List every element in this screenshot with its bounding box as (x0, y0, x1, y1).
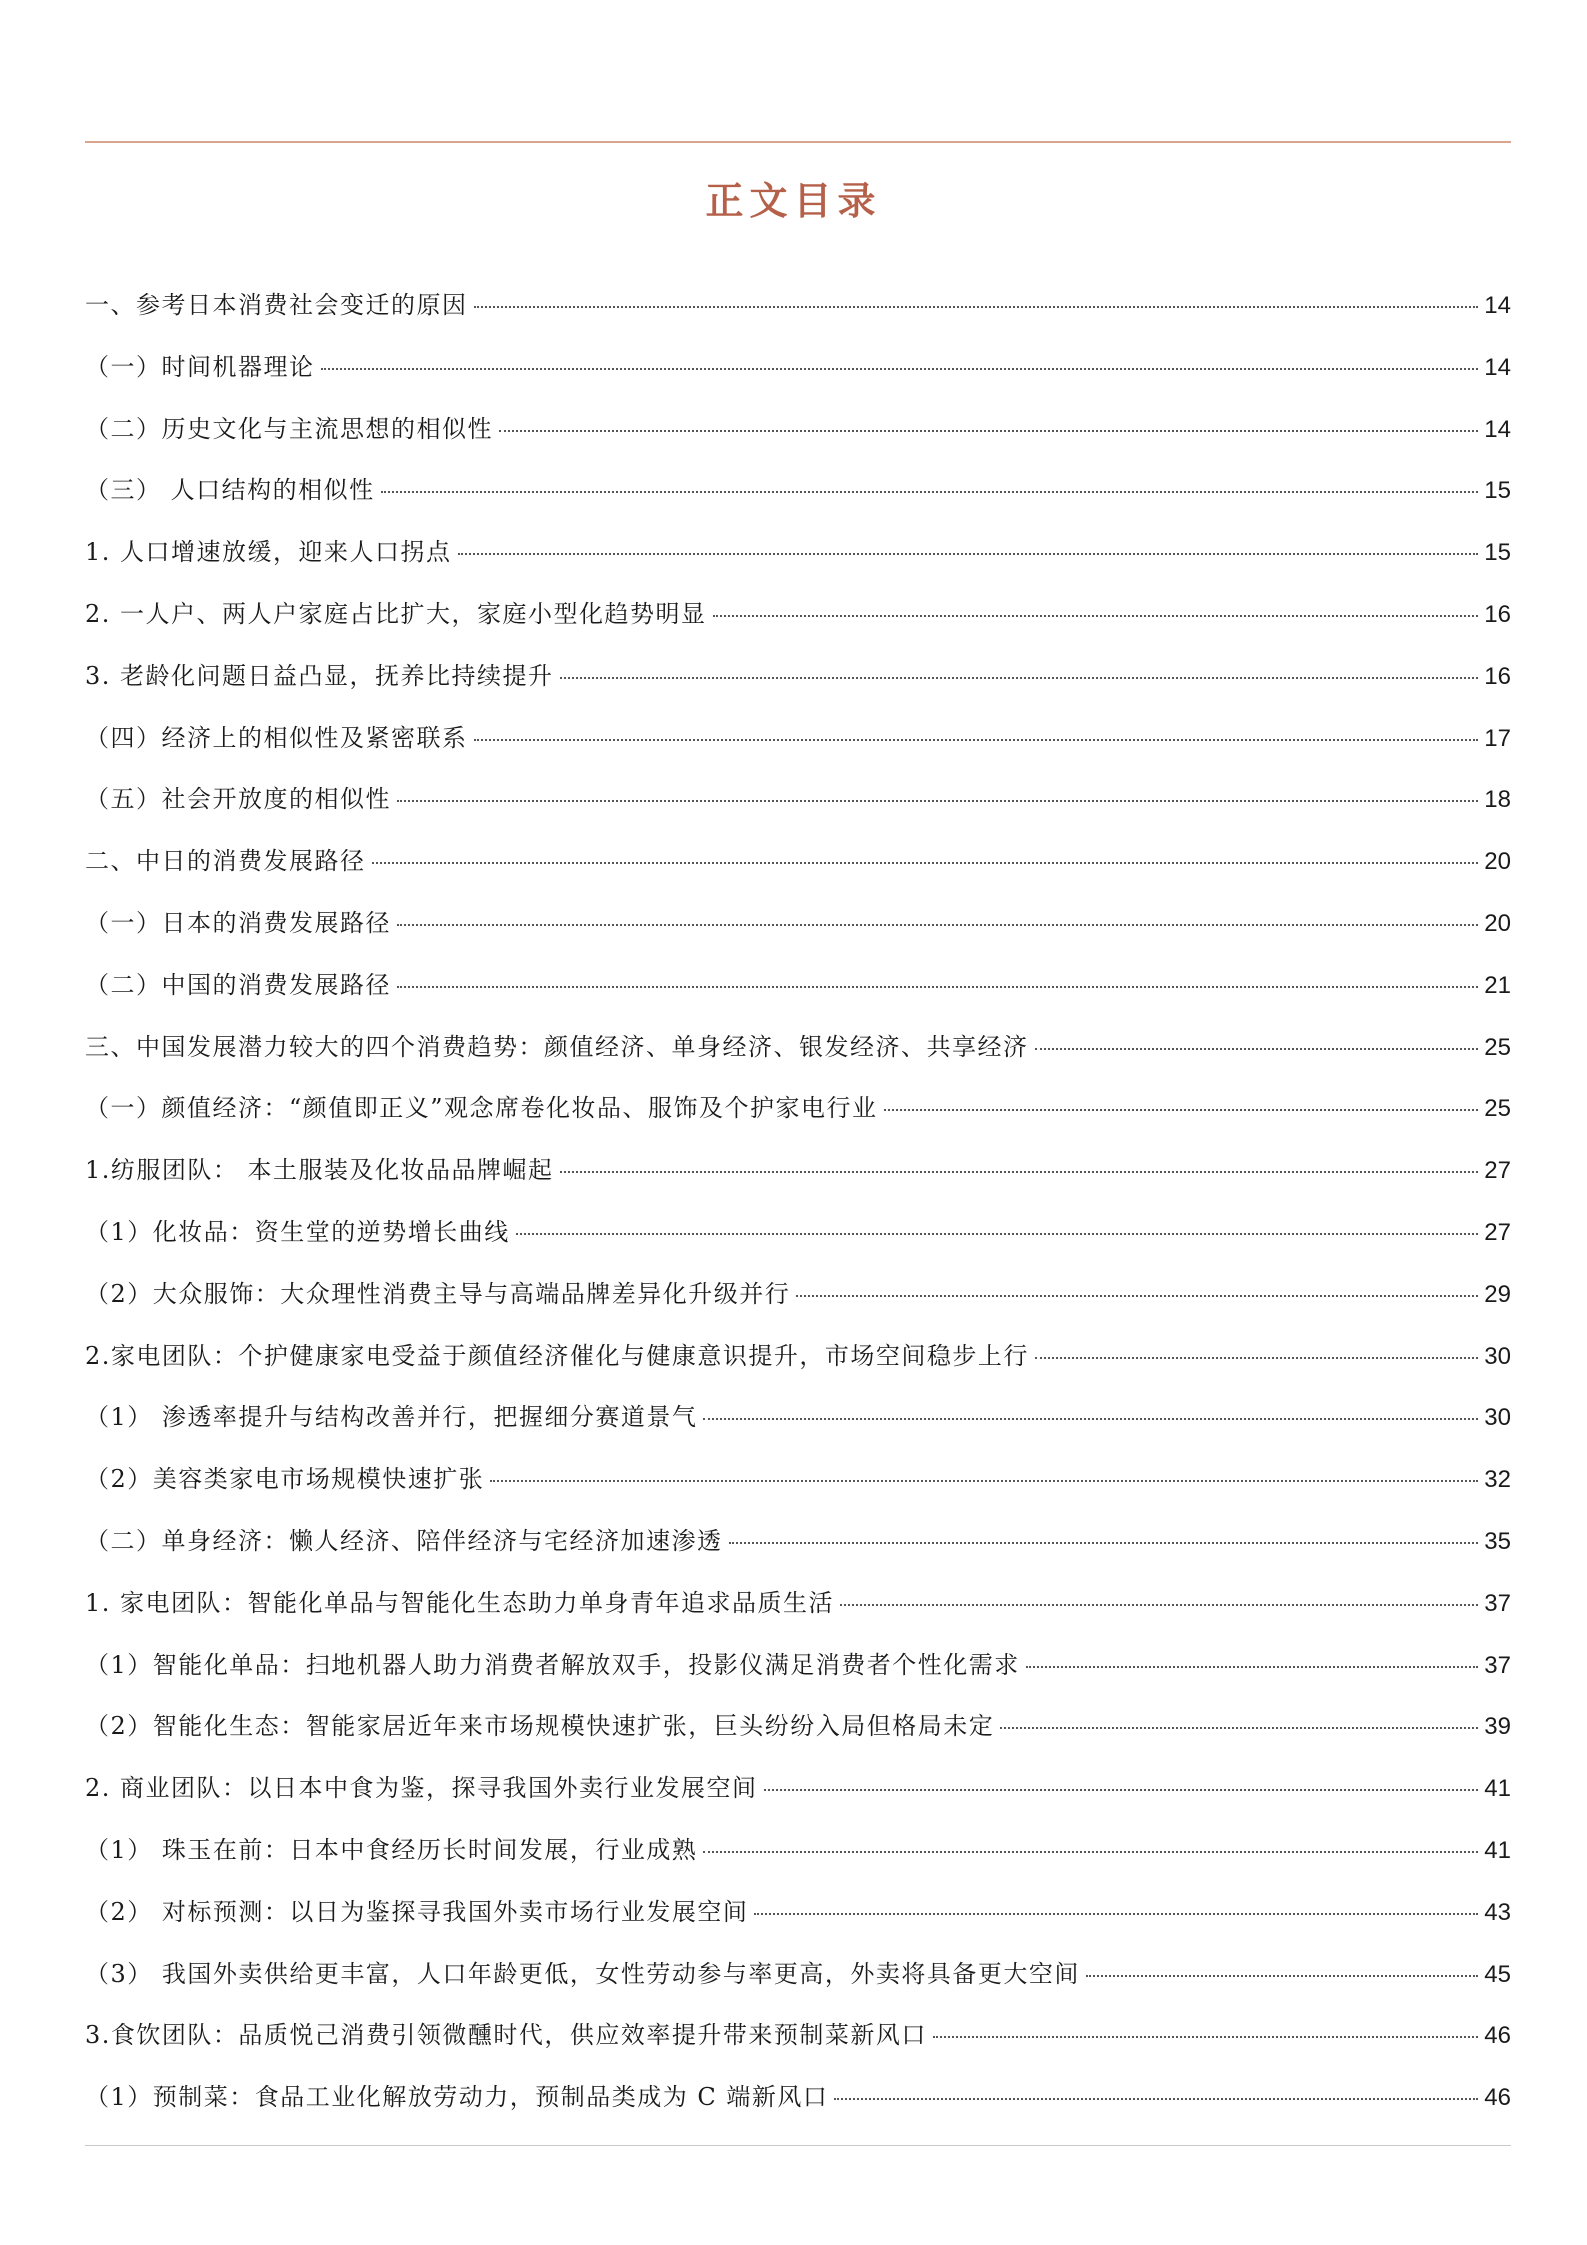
toc-leader-dots (560, 1171, 1479, 1173)
toc-entry[interactable] (85, 1397, 1511, 1459)
toc-entry-page-number: 27 (1484, 1157, 1511, 1185)
toc-entry-label: 3. 老龄化问题日益凸显，抚养比持续提升 (85, 661, 554, 690)
toc-entry-label: （1）预制菜：食品工业化解放劳动力，预制品类成为 C 端新风口 (85, 2083, 829, 2112)
toc-entry[interactable] (85, 841, 1511, 903)
toc-leader-dots (458, 553, 1479, 555)
header-rule (85, 141, 1511, 143)
toc-entry-label: （四）经济上的相似性及紧密联系 (85, 723, 468, 752)
toc-leader-dots (834, 2098, 1478, 2100)
toc-entry-label: 1. 人口增速放缓，迎来人口拐点 (85, 538, 452, 567)
toc-entry[interactable] (85, 718, 1511, 780)
toc-entry-label: 三、中国发展潜力较大的四个消费趋势：颜值经济、单身经济、银发经济、共享经济 (85, 1032, 1029, 1061)
toc-leader-dots (1026, 1666, 1479, 1668)
toc-leader-dots (372, 862, 1479, 864)
toc-entry[interactable] (85, 965, 1511, 1027)
toc-entry-label: （三） 人口结构的相似性 (85, 476, 375, 505)
toc-entry-label: 3.食饮团队：品质悦己消费引领微醺时代，供应效率提升带来预制菜新风口 (85, 2021, 927, 2050)
toc-entry-label: （1）化妆品：资生堂的逆势增长曲线 (85, 1217, 510, 1246)
toc-leader-dots (713, 615, 1479, 617)
toc-entry-label: 1. 家电团队：智能化单品与智能化生态助力单身青年追求品质生活 (85, 1588, 835, 1617)
toc-entry-page-number: 37 (1484, 1651, 1511, 1679)
toc-entry[interactable] (85, 1521, 1511, 1583)
toc-leader-dots (560, 677, 1479, 679)
toc-entry[interactable] (85, 2077, 1511, 2139)
toc-entry[interactable] (85, 1645, 1511, 1707)
toc-entry-page-number: 18 (1484, 786, 1511, 814)
toc-entry-label: （2） 对标预测：以日为鉴探寻我国外卖市场行业发展空间 (85, 1897, 749, 1926)
toc-entry-label: （一）颜值经济：“颜值即正义”观念席卷化妆品、服饰及个护家电行业 (85, 1094, 878, 1123)
toc-entry[interactable] (85, 779, 1511, 841)
toc-entry-page-number: 14 (1484, 353, 1511, 381)
toc-entry-label: （一）日本的消费发展路径 (85, 908, 391, 937)
toc-entry-page-number: 14 (1484, 292, 1511, 319)
footer-rule (85, 2145, 1511, 2146)
toc-entry-page-number: 41 (1484, 1836, 1511, 1864)
toc-entry-label: 二、中日的消费发展路径 (85, 847, 366, 876)
toc-leader-dots (397, 986, 1478, 988)
toc-entry[interactable] (85, 470, 1511, 532)
toc-entry-label: （2）大众服饰：大众理性消费主导与高端品牌差异化升级并行 (85, 1279, 791, 1308)
toc-entry-page-number: 39 (1484, 1713, 1511, 1741)
toc-entry[interactable] (85, 1830, 1511, 1892)
toc-entry-page-number: 20 (1484, 848, 1511, 876)
toc-entry-label: （二）中国的消费发展路径 (85, 970, 391, 999)
toc-entry[interactable] (85, 1768, 1511, 1830)
toc-entry[interactable] (85, 594, 1511, 656)
toc-leader-dots (703, 1418, 1478, 1420)
toc-leader-dots (796, 1295, 1478, 1297)
toc-entry-page-number: 32 (1484, 1466, 1511, 1494)
toc-entry-label: （3） 我国外卖供给更丰富，人口年龄更低，女性劳动参与率更高，外卖将具备更大空间 (85, 1959, 1080, 1988)
toc-leader-dots (884, 1109, 1479, 1111)
toc-entry-label: （2）美容类家电市场规模快速扩张 (85, 1465, 485, 1494)
toc-entry-page-number: 25 (1484, 1095, 1511, 1123)
toc-entry-page-number: 15 (1484, 539, 1511, 567)
toc-entry[interactable] (85, 2015, 1511, 2077)
toc-entry[interactable] (85, 347, 1511, 409)
toc-leader-dots (474, 739, 1479, 741)
toc-entry-label: 2. 商业团队：以日本中食为鉴，探寻我国外卖行业发展空间 (85, 1774, 758, 1803)
toc-entry[interactable] (85, 1336, 1511, 1398)
toc-leader-dots (840, 1604, 1478, 1606)
toc-entry-page-number: 16 (1484, 600, 1511, 628)
toc-leader-dots (1000, 1727, 1478, 1729)
toc-entry[interactable] (85, 1274, 1511, 1336)
toc-entry[interactable] (85, 1212, 1511, 1274)
toc-entry[interactable] (85, 409, 1511, 471)
toc-leader-dots (933, 2036, 1478, 2038)
toc-leader-dots (474, 306, 1479, 308)
toc-leader-dots (516, 1233, 1479, 1235)
toc-entry-page-number: 45 (1484, 1960, 1511, 1988)
toc-entry[interactable] (85, 532, 1511, 594)
toc-leader-dots (381, 491, 1479, 493)
toc-leader-dots (729, 1542, 1479, 1544)
toc-entry-label: （1）智能化单品：扫地机器人助力消费者解放双手，投影仪满足消费者个性化需求 (85, 1650, 1020, 1679)
toc-entry-label: （一）时间机器理论 (85, 352, 315, 381)
toc-entry[interactable] (85, 1583, 1511, 1645)
toc-leader-dots (1086, 1975, 1478, 1977)
toc-entry-label: （二）历史文化与主流思想的相似性 (85, 414, 493, 443)
toc-entry[interactable] (85, 1954, 1511, 2016)
toc-entry-page-number: 37 (1484, 1589, 1511, 1617)
toc-leader-dots (1035, 1048, 1479, 1050)
page-title: 正文目录 (705, 178, 882, 223)
table-of-contents (85, 285, 1511, 2139)
toc-entry-page-number: 27 (1484, 1218, 1511, 1246)
toc-entry[interactable] (85, 1459, 1511, 1521)
toc-entry[interactable] (85, 656, 1511, 718)
toc-leader-dots (397, 800, 1478, 802)
toc-entry-page-number: 46 (1484, 2084, 1511, 2112)
toc-leader-dots (1035, 1357, 1478, 1359)
toc-entry-page-number: 29 (1484, 1280, 1511, 1308)
toc-entry-page-number: 35 (1484, 1527, 1511, 1555)
toc-leader-dots (397, 924, 1478, 926)
toc-entry[interactable] (85, 1027, 1511, 1089)
toc-entry-page-number: 15 (1484, 477, 1511, 505)
toc-entry[interactable] (85, 903, 1511, 965)
toc-entry-page-number: 30 (1484, 1342, 1511, 1370)
toc-leader-dots (499, 430, 1478, 432)
toc-entry-label: （1） 珠玉在前：日本中食经历长时间发展，行业成熟 (85, 1835, 698, 1864)
toc-entry-page-number: 30 (1484, 1404, 1511, 1432)
toc-entry-page-number: 41 (1484, 1775, 1511, 1803)
toc-leader-dots (321, 368, 1479, 370)
toc-leader-dots (490, 1480, 1478, 1482)
toc-entry-label: 2.家电团队：个护健康家电受益于颜值经济催化与健康意识提升，市场空间稳步上行 (85, 1341, 1029, 1370)
toc-entry-page-number: 43 (1484, 1898, 1511, 1926)
toc-entry-page-number: 25 (1484, 1033, 1511, 1061)
toc-entry-label: （2）智能化生态：智能家居近年来市场规模快速扩张，巨头纷纷入局但格局未定 (85, 1712, 995, 1741)
toc-leader-dots (754, 1913, 1478, 1915)
toc-entry-page-number: 21 (1484, 971, 1511, 999)
toc-entry-label: （五）社会开放度的相似性 (85, 785, 391, 814)
toc-leader-dots (764, 1789, 1479, 1791)
toc-entry[interactable] (85, 1088, 1511, 1150)
toc-entry-label: 1.纺服团队： 本土服装及化妆品品牌崛起 (85, 1156, 554, 1185)
toc-entry-page-number: 20 (1484, 909, 1511, 937)
toc-entry-label: （1） 渗透率提升与结构改善并行，把握细分赛道景气 (85, 1403, 698, 1432)
toc-entry-page-number: 17 (1484, 724, 1511, 752)
toc-entry-page-number: 16 (1484, 662, 1511, 690)
toc-entry-label: 一、参考日本消费社会变迁的原因 (85, 291, 468, 319)
toc-entry-page-number: 14 (1484, 415, 1511, 443)
toc-entry-label: 2. 一人户、两人户家庭占比扩大，家庭小型化趋势明显 (85, 599, 707, 628)
toc-entry[interactable] (85, 1150, 1511, 1212)
toc-leader-dots (703, 1851, 1478, 1853)
toc-entry-label: （二）单身经济：懒人经济、陪伴经济与宅经济加速渗透 (85, 1526, 723, 1555)
toc-entry[interactable] (85, 1706, 1511, 1768)
toc-entry-page-number: 46 (1484, 2022, 1511, 2050)
toc-entry[interactable] (85, 1892, 1511, 1954)
toc-entry[interactable] (85, 285, 1511, 347)
